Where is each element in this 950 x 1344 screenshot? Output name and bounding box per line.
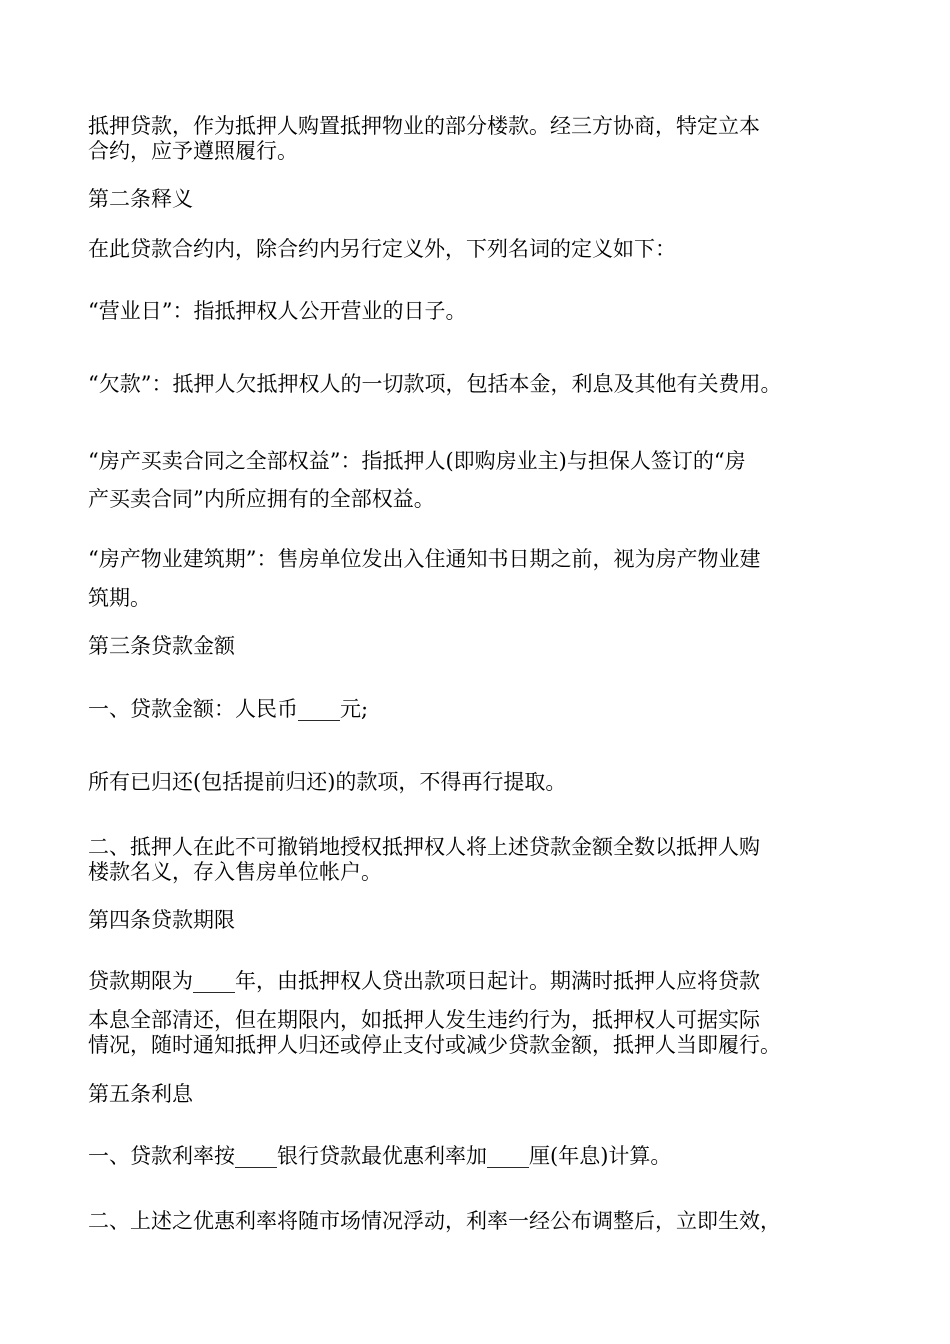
text-line: 在此贷款合约内，除合约内另行定义外，下列名词的定义如下： <box>88 237 676 261</box>
text-line: 本息全部清还，但在期限内，如抵押人发生违约行为，抵押权人可据实际 <box>88 1008 760 1032</box>
section-heading: 第四条贷款期限 <box>88 908 235 932</box>
text-line: 情况，随时通知抵押人归还或停止支付或减少贷款金额，抵押人当即履行。 <box>88 1033 781 1057</box>
clause-line: 一、贷款利率按____银行贷款最优惠利率加____厘(年息)计算。 <box>88 1144 672 1168</box>
section-heading: 第五条利息 <box>88 1082 193 1106</box>
definition-line: “房产买卖合同之全部权益”：指抵押人(即购房业主)与担保人签订的“房 <box>88 449 746 473</box>
clause-line: 一、贷款金额：人民币____元; <box>88 697 369 721</box>
clause-line: 二、上述之优惠利率将随市场情况浮动，利率一经公布调整后，立即生效， <box>88 1209 781 1233</box>
text-line: 楼款名义，存入售房单位帐户。 <box>88 860 382 884</box>
clause-line: 二、抵押人在此不可撤销地授权抵押权人将上述贷款金额全数以抵押人购 <box>88 835 760 859</box>
definition-line: “营业日”：指抵押权人公开营业的日子。 <box>88 299 467 323</box>
text-line: 合约，应予遵照履行。 <box>88 139 298 163</box>
definition-line: “欠款”：抵押人欠抵押权人的一切款项，包括本金，利息及其他有关费用。 <box>88 372 782 396</box>
text-line: 所有已归还(包括提前归还)的款项，不得再行提取。 <box>88 770 567 794</box>
text-line: 产买卖合同”内所应拥有的全部权益。 <box>88 487 435 511</box>
section-heading: 第二条释义 <box>88 187 193 211</box>
text-line: 抵押贷款，作为抵押人购置抵押物业的部分楼款。经三方协商，特定立本 <box>88 114 760 138</box>
clause-line: 贷款期限为____年，由抵押权人贷出款项日起计。期满时抵押人应将贷款 <box>88 969 760 993</box>
section-heading: 第三条贷款金额 <box>88 634 235 658</box>
text-line: 筑期。 <box>88 586 151 610</box>
definition-line: “房产物业建筑期”：售房单位发出入住通知书日期之前，视为房产物业建 <box>88 547 761 571</box>
